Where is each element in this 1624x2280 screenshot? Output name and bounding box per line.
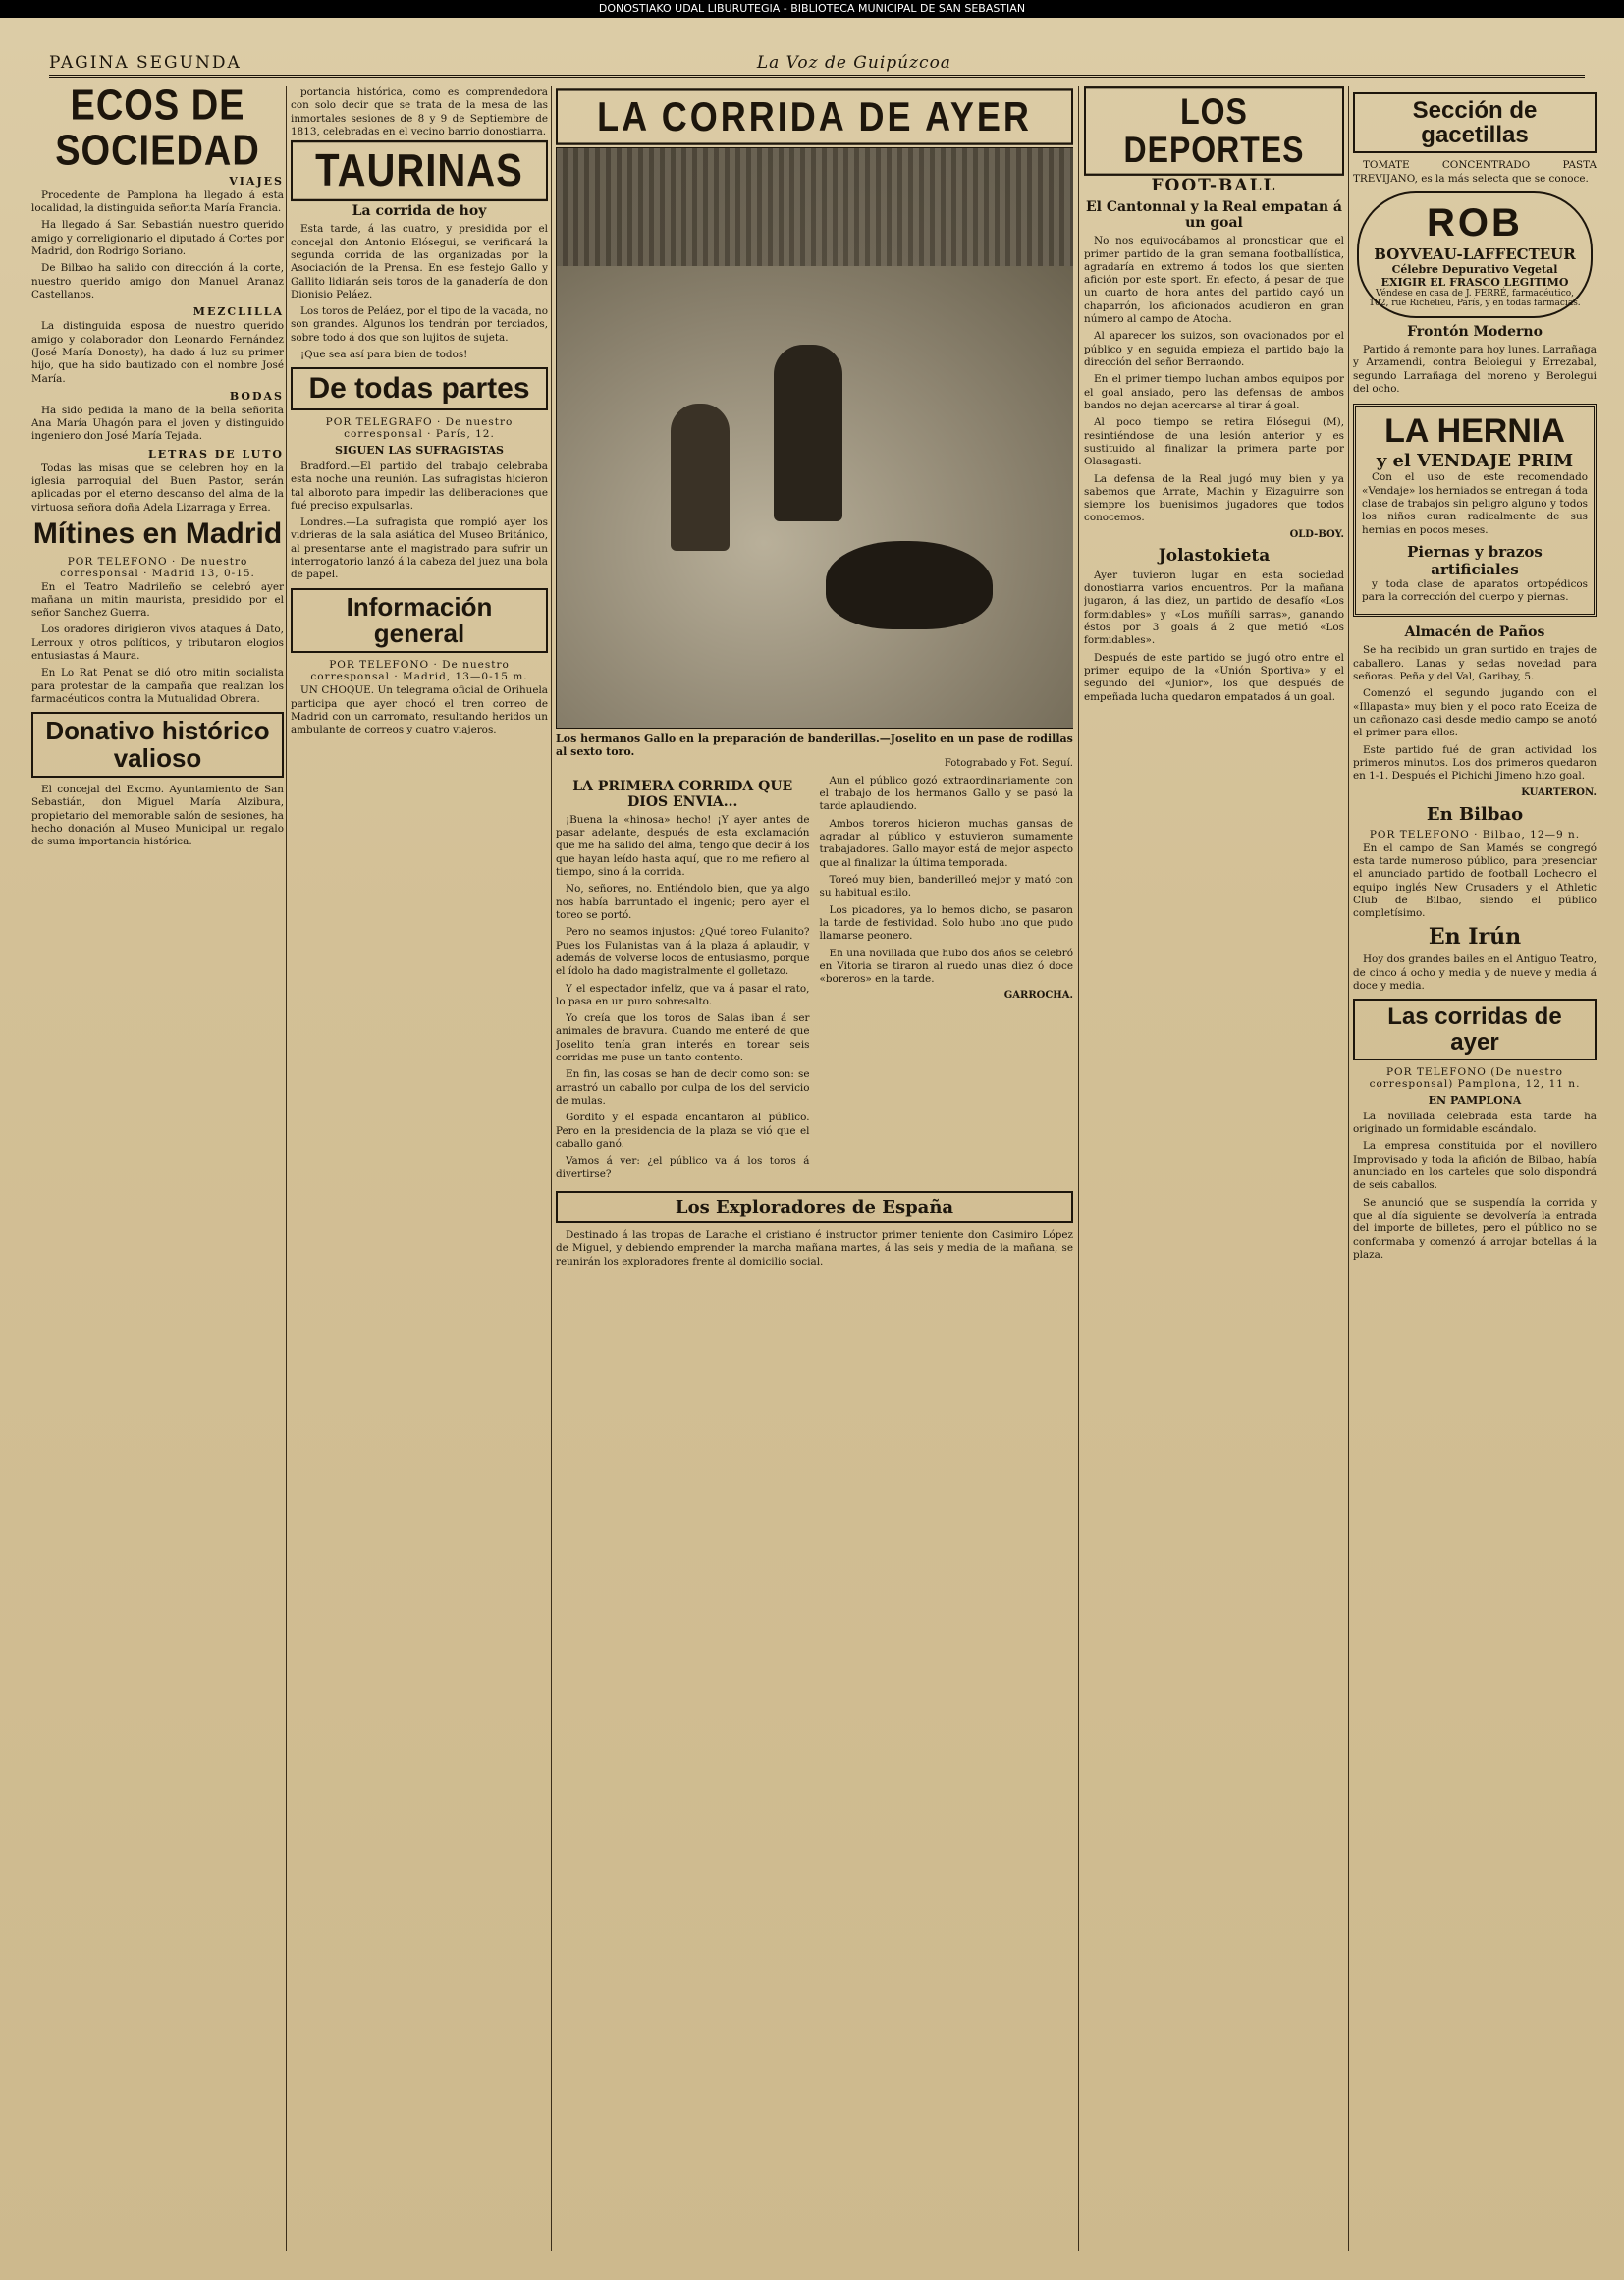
paragraph: En fin, las cosas se han de decir como son: se arrastró un caballo por culpa de los del servicio de mulas. (556, 1068, 810, 1108)
sub-column-left (556, 775, 810, 1185)
newspaper-page (0, 18, 1624, 2280)
dateline: POR TELEFONO · De nuestro corresponsal · Madrid, 13—0-15 m. (310, 659, 528, 683)
paragraph: La defensa de la Real jugó muy bien y ya sabemos que Arrate, Machin y Eizaguirre son siempre los buenisimos jugadores que todos conocemos. (1084, 472, 1344, 524)
paragraph: No nos equivocábamos al pronosticar que el primer partido de la gran semana footballística, agradaría en extremo á todos los que sienten afición por este sport. En efecto, á pesar de que un cuarto de hora antes del partido cayó un chaparrón, los aficionados acudieron en gran número al campo de Atocha. (1084, 235, 1344, 326)
paragraph: Ha sido pedida la mano de la bella señorita Ana María Uhagón para el joven y distinguido ingeniero don José María Tejada. (31, 404, 284, 443)
section-title-taurinas: TAURINAS (291, 140, 548, 201)
paragraph: La empresa constituida por el novillero Improvisado y toda la afición de Bilbao, había anunciado en los carteles que solo dispondrá de seis caballos. (1353, 1140, 1597, 1192)
paragraph: La novillada celebrada esta tarde ha originado un formidable escándalo. (1353, 1110, 1597, 1136)
dateline: POR TELEFONO (De nuestro corresponsal) Pamplona, 12, 11 n. (1369, 1065, 1581, 1090)
subheading: En Bilbao (1426, 803, 1524, 825)
paragraph: Bradford.—El partido del trabajo celebraba esta noche una reunión. Las sufragistas hicieron tal alboroto para impedir las deliberaciones que fué preciso expulsarlas. (291, 460, 548, 512)
paragraph: Los oradores dirigieron vivos ataques á Dato, Lerroux y otros políticos, y tributaron elogios entusiastas á Maura. (31, 624, 284, 663)
subheading: Almacén de Paños (1404, 624, 1545, 641)
column-5 (1353, 86, 1597, 2260)
paragraph: No, señores, no. Entiéndolo bien, que ya algo nos había barruntado el ingenio; pero ayer el toreo se portó. (556, 883, 810, 921)
paragraph: Los toros de Peláez, por el tipo de la vacada, no son grandes. Algunos los tendrán por terciados, sobre todo á dos que son lujitos de sujeta. (291, 305, 548, 344)
column-3 (556, 86, 1073, 2260)
paragraph: ¡Que sea así para bien de todos! (300, 349, 468, 361)
paragraph: UN CHOQUE. Un telegrama oficial de Orihuela participa que ayer chocó el tren correo de Madrid con un carromato, resultando heridos un ambulante de correos y cuatro viajeros. (291, 684, 548, 736)
signature: GARROCHA. (1003, 990, 1073, 1002)
paragraph: Al aparecer los suizos, son ovacionados por el público y en seguida empieza el partido bajo la dirección del señor Berraondo. (1084, 330, 1344, 368)
kicker-viajes: VIAJES (229, 174, 284, 188)
paragraph: Partido á remonte para hoy lunes. Larrañaga y Arzamendi, contra Beloiegui y Errezabal, segundo Larrañaga del moreno y Berolegui del ocho. (1353, 344, 1597, 395)
paragraph: Este partido fué de gran actividad los primeros minutos. Los dos primeros quedaron en 1-1. Después el Pichichi Jimeno hizo goal. (1353, 743, 1597, 783)
photo-caption: Los hermanos Gallo en la preparación de banderillas.—Joselito en un pase de rodillas al sexto toro. (556, 732, 1073, 758)
paragraph: Después de este partido se jugó otro entre el primer equipo de la «Unión Sportiva» y el segundo del «Junior», los que después de empeñada lucha quedaron empatados á un goal. (1084, 651, 1344, 703)
paragraph: Ambos toreros hicieron muchas gansas de agradar al público y estuvieron sumamente trabajadores. Gallo mayor está de mejor aspecto que al finalizar la última temporada. (819, 817, 1073, 869)
rob-advertisement (1357, 191, 1593, 318)
dateline: POR TELEFONO · Bilbao, 12—9 n. (1369, 828, 1581, 841)
kicker-bodas: BODAS (229, 389, 284, 403)
photo-torero-figure (774, 345, 842, 521)
paragraph: Destinado á las tropas de Larache el cristiano é instructor primer teniente don Casimiro López de Miguel, y debiendo emprender la marcha mañana martes, á las seis y media de la mañana, se reunirán los exploradores frente al domicilio social. (556, 1228, 1073, 1268)
paragraph: En una novillada que hubo dos años se celebró en Vitoria se tiraron al ruedo unas diez ó doce «boreros» en la tarde. (819, 947, 1073, 986)
archive-bar: DONOSTIAKO UDAL LIBURUTEGIA - BIBLIOTECA MUNICIPAL DE SAN SEBASTIAN (0, 0, 1624, 18)
section-title-informacion: Información general (291, 588, 548, 654)
rob-claim: EXIGIR EL FRASCO LEGITIMO (1380, 276, 1569, 289)
column-1 (31, 86, 284, 2260)
paragraph: En el primer tiempo luchan ambos equipos por el goal ansiado, pero las defensas de ambos bandos no dejan acercarse al tirar á goal. (1084, 373, 1344, 411)
paragraph: Hoy dos grandes bailes en el Antiguo Teatro, de cinco á ocho y media y de nueve y media á doce y media. (1353, 953, 1597, 993)
paragraph: El concejal del Excmo. Ayuntamiento de San Sebastián, don Miguel María Alzibura, propietario del memorable salón de sesiones, ha hecho donación al Museo Municipal un regalo de suma importancia histórica. (31, 783, 284, 848)
subheading: Frontón Moderno (1407, 324, 1543, 340)
paragraph: De Bilbao ha salido con dirección á la corte, nuestro querido amigo don Manuel Aranaz Castellanos. (31, 262, 284, 300)
main-headline: LA CORRIDA DE AYER (556, 88, 1073, 144)
paragraph: Comenzó el segundo jugando con el «Illapasta» muy bien y el poco rato Eceiza de un cañonazo casi desde medio campo se anotó el primer para ellos. (1353, 687, 1597, 739)
paragraph: Se ha recibido un gran surtido en trajes de caballero. Lanas y sedas novedad para señoras. Peña y del Val, Garibay, 5. (1353, 644, 1597, 683)
masthead: La Voz de Guipúzcoa (756, 53, 951, 73)
paragraph: La distinguida esposa de nuestro querido amigo y colaborador don Leonardo Fernández (José María Donosty), ha dado á luz su primer hijo, que ha sido bautizado con el nombre José María. (31, 320, 284, 385)
subheading: En Irún (1428, 924, 1522, 950)
subheading: SIGUEN LAS SUFRAGISTAS (335, 443, 504, 457)
section-title-gacetillas: Sección de gacetillas (1353, 92, 1597, 153)
hernia-subtitle-2: Piernas y brazos artificiales (1407, 542, 1543, 578)
paragraph: Vamos á ver: ¿el público va á los toros á divertirse? (556, 1155, 810, 1180)
paragraph: portancia histórica, como es comprendedora con solo decir que se trata de la mesa de las inmortales sesiones de 8 y 9 de Septiembre de 1813, celebradas en el vecino barrio donostiarra. (291, 86, 548, 137)
paragraph: Los picadores, ya lo hemos dicho, se pasaron la tarde de festividad. Solo hubo uno que pudo llamarse peonero. (819, 903, 1073, 943)
photo-stands (557, 148, 1073, 266)
paragraph: Procedente de Pamplona ha llegado á esta localidad, la distinguida señorita María Francia. (31, 189, 284, 215)
paragraph: TOMATE CONCENTRADO PASTA TREVIJANO, es la más selecta que se conoce. (1353, 159, 1597, 185)
kicker-luto: LETRAS DE LUTO (148, 447, 284, 461)
paragraph: En el campo de San Mamés se congregó esta tarde numeroso público, para presenciar el anunciado partido de football Lochecro el equipo inglés New Crusaders y el Athletic Club de Bilbao, siendo el público completísimo. (1353, 841, 1597, 920)
paragraph: Todas las misas que se celebren hoy en la iglesia parroquial del Buen Pastor, serán aplicadas por el eterno descanso del alma de la virtuosa señora doña Adela Lizarraga y Errea. (31, 461, 284, 514)
hernia-subtitle: y el VENDAJE PRIM (1376, 451, 1574, 472)
column-rule (551, 86, 552, 2251)
subheading: LA PRIMERA CORRIDA QUE DIOS ENVIA... (572, 778, 793, 810)
subheading: EN PAMPLONA (1428, 1093, 1522, 1107)
article-title-donativo: Donativo histórico valioso (31, 712, 284, 778)
kicker-mezclilla: MEZCLILLA (192, 305, 284, 319)
dateline: POR TELEFONO · De nuestro corresponsal · Madrid 13, 0-15. (60, 555, 255, 579)
article-title-mitines: Mítines en Madrid (32, 517, 283, 551)
rob-tagline: Célebre Depurativo Vegetal (1391, 263, 1558, 276)
paragraph: Ha llegado á San Sebastián nuestro querido amigo y correligionario el diputado á Cortes por Madrid, don Rodrigo Soriano. (31, 219, 284, 258)
bullfight-photo (556, 147, 1073, 729)
paragraph: Al poco tiempo se retira Elósegui (M), resintiéndose de una lesión anterior y es sustituido al finalizar la primera parte por Olasagasti. (1084, 416, 1344, 468)
page-header (49, 47, 1585, 78)
paragraph: Ayer tuvieron lugar en esta sociedad donostiarra varios encuentros. Por la mañana jugaron, á las diez, un partido de desafío «Los formidables» y «Los muñíli sarras», ganando éstos por 3 goals á 2 que metió «Los formidables». (1084, 569, 1344, 647)
column-4 (1084, 86, 1344, 2260)
paragraph: Gordito y el espada encantaron al público. Pero en la presidencia de la plaza se vió que el caballo ganó. (556, 1112, 810, 1150)
article-title-corridas: Las corridas de ayer (1353, 999, 1597, 1059)
photo-torero-figure (671, 404, 730, 551)
subheading: El Cantonnal y la Real empatan á un goal (1085, 199, 1342, 232)
section-title-deportes: LOS DEPORTES (1084, 86, 1344, 176)
paragraph: Con el uso de este recomendado «Vendaje» los herniados se entregan á toda clase de trabajos sin peligro alguno y todos los niños curan radicalmente de sus hernias en pocos meses. (1362, 471, 1588, 536)
paragraph: En Lo Rat Penat se dió otro mitin socialista para protestar de la campaña que realizan los farmacéuticos contra la Mutualidad Obrera. (31, 667, 284, 706)
paragraph: Y el espectador infeliz, que va á pasar el rato, lo pasa en un puro sobresalto. (556, 982, 810, 1007)
paragraph: Aun el público gozó extraordinariamente con el trabajo de los hermanos Gallo y se pasó la tarde aplaudiendo. (819, 774, 1073, 813)
page-label: PAGINA SEGUNDA (49, 53, 242, 73)
rob-name: BOYVEAU-LAFFECTEUR (1374, 245, 1576, 263)
section-title-de-todas-partes: De todas partes (291, 367, 548, 410)
section-title-ecos: ECOS DE SOCIEDAD (55, 86, 260, 175)
photo-bull-figure (826, 541, 993, 629)
sub-columns (556, 775, 1073, 1185)
subheading: Jolastokieta (1158, 545, 1271, 566)
rob-fineprint: Véndese en casa de J. FERRÉ, farmacéutico, 102, rue Richelieu, París, y en todas farmacias. (1369, 289, 1581, 308)
paragraph: Londres.—La sufragista que rompió ayer los vidrieras de la sala asiática del Museo Británico, al presentarse ante el magistrado para sufrir un interrogatorio lanzó á la cabeza del juez una bola de papel. (291, 516, 548, 581)
hernia-advertisement (1353, 404, 1597, 617)
column-2 (291, 86, 548, 2260)
paragraph: Pero no seamos injustos: ¿Qué toreo Fulanito? Pues los Fulanistas van á la plaza á aplaudir, y además de volverse locos de entusiasmo, porque el ídolo ha dado magistralmente el golletazo. (556, 926, 810, 978)
photo-credit: Fotograbado y Fot. Seguí. (944, 757, 1073, 769)
paragraph: ¡Buena la «hinosa» hecho! ¡Y ayer antes de pasar adelante, después de esta exclamación que me ha salido del alma, tengo que decir á los que hayan leído hasta aquí, que no me refiero al tiempo, sino á la corrida. (556, 813, 810, 879)
sub-column-right (820, 775, 1074, 1185)
column-rule (1078, 86, 1079, 2251)
signature: OLD-BOY. (1289, 528, 1344, 540)
dateline: POR TELEGRAFO · De nuestro corresponsal · París, 12. (325, 415, 514, 440)
paragraph: En el Teatro Madrileño se celebró ayer mañana un mitin maurista, presidido por el señor Sanchez Guerra. (31, 580, 284, 620)
subheading: La corrida de hoy (352, 203, 487, 220)
hernia-title: LA HERNIA (1384, 412, 1565, 451)
paragraph: Esta tarde, á las cuatro, y presidida por el concejal don Antonio Elósegui, se verificará la segunda corrida de las organizadas por la Asociación de la Prensa. En ese festejo Gallo y Gallito lidiarán seis toros de la ganadería de don Dionisio Peláez. (291, 223, 548, 300)
signature: KUARTERON. (1521, 787, 1597, 798)
rob-logo: ROB (1427, 201, 1523, 244)
column-rule (1348, 86, 1349, 2251)
paragraph: Toreó muy bien, banderilleó mejor y mató con su habitual estilo. (819, 873, 1073, 899)
paragraph: Yo creía que los toros de Salas iban á ser animales de bravura. Cuando me enteré de que Joselito tenía gran interés en torear seis corridas me puse un tanto contento. (556, 1012, 810, 1064)
article-title-exploradores: Los Exploradores de España (556, 1191, 1073, 1223)
subheading: FOOT-BALL (1151, 176, 1277, 196)
column-rule (286, 86, 287, 2251)
paragraph: y toda clase de aparatos ortopédicos para la corrección del cuerpo y piernas. (1362, 577, 1588, 604)
paragraph: Se anunció que se suspendía la corrida y que al día siguiente se devolvería la entrada del importe de billetes, pero el público no se conformaba y comenzó á arrojar botellas á la plaza. (1353, 1196, 1597, 1261)
